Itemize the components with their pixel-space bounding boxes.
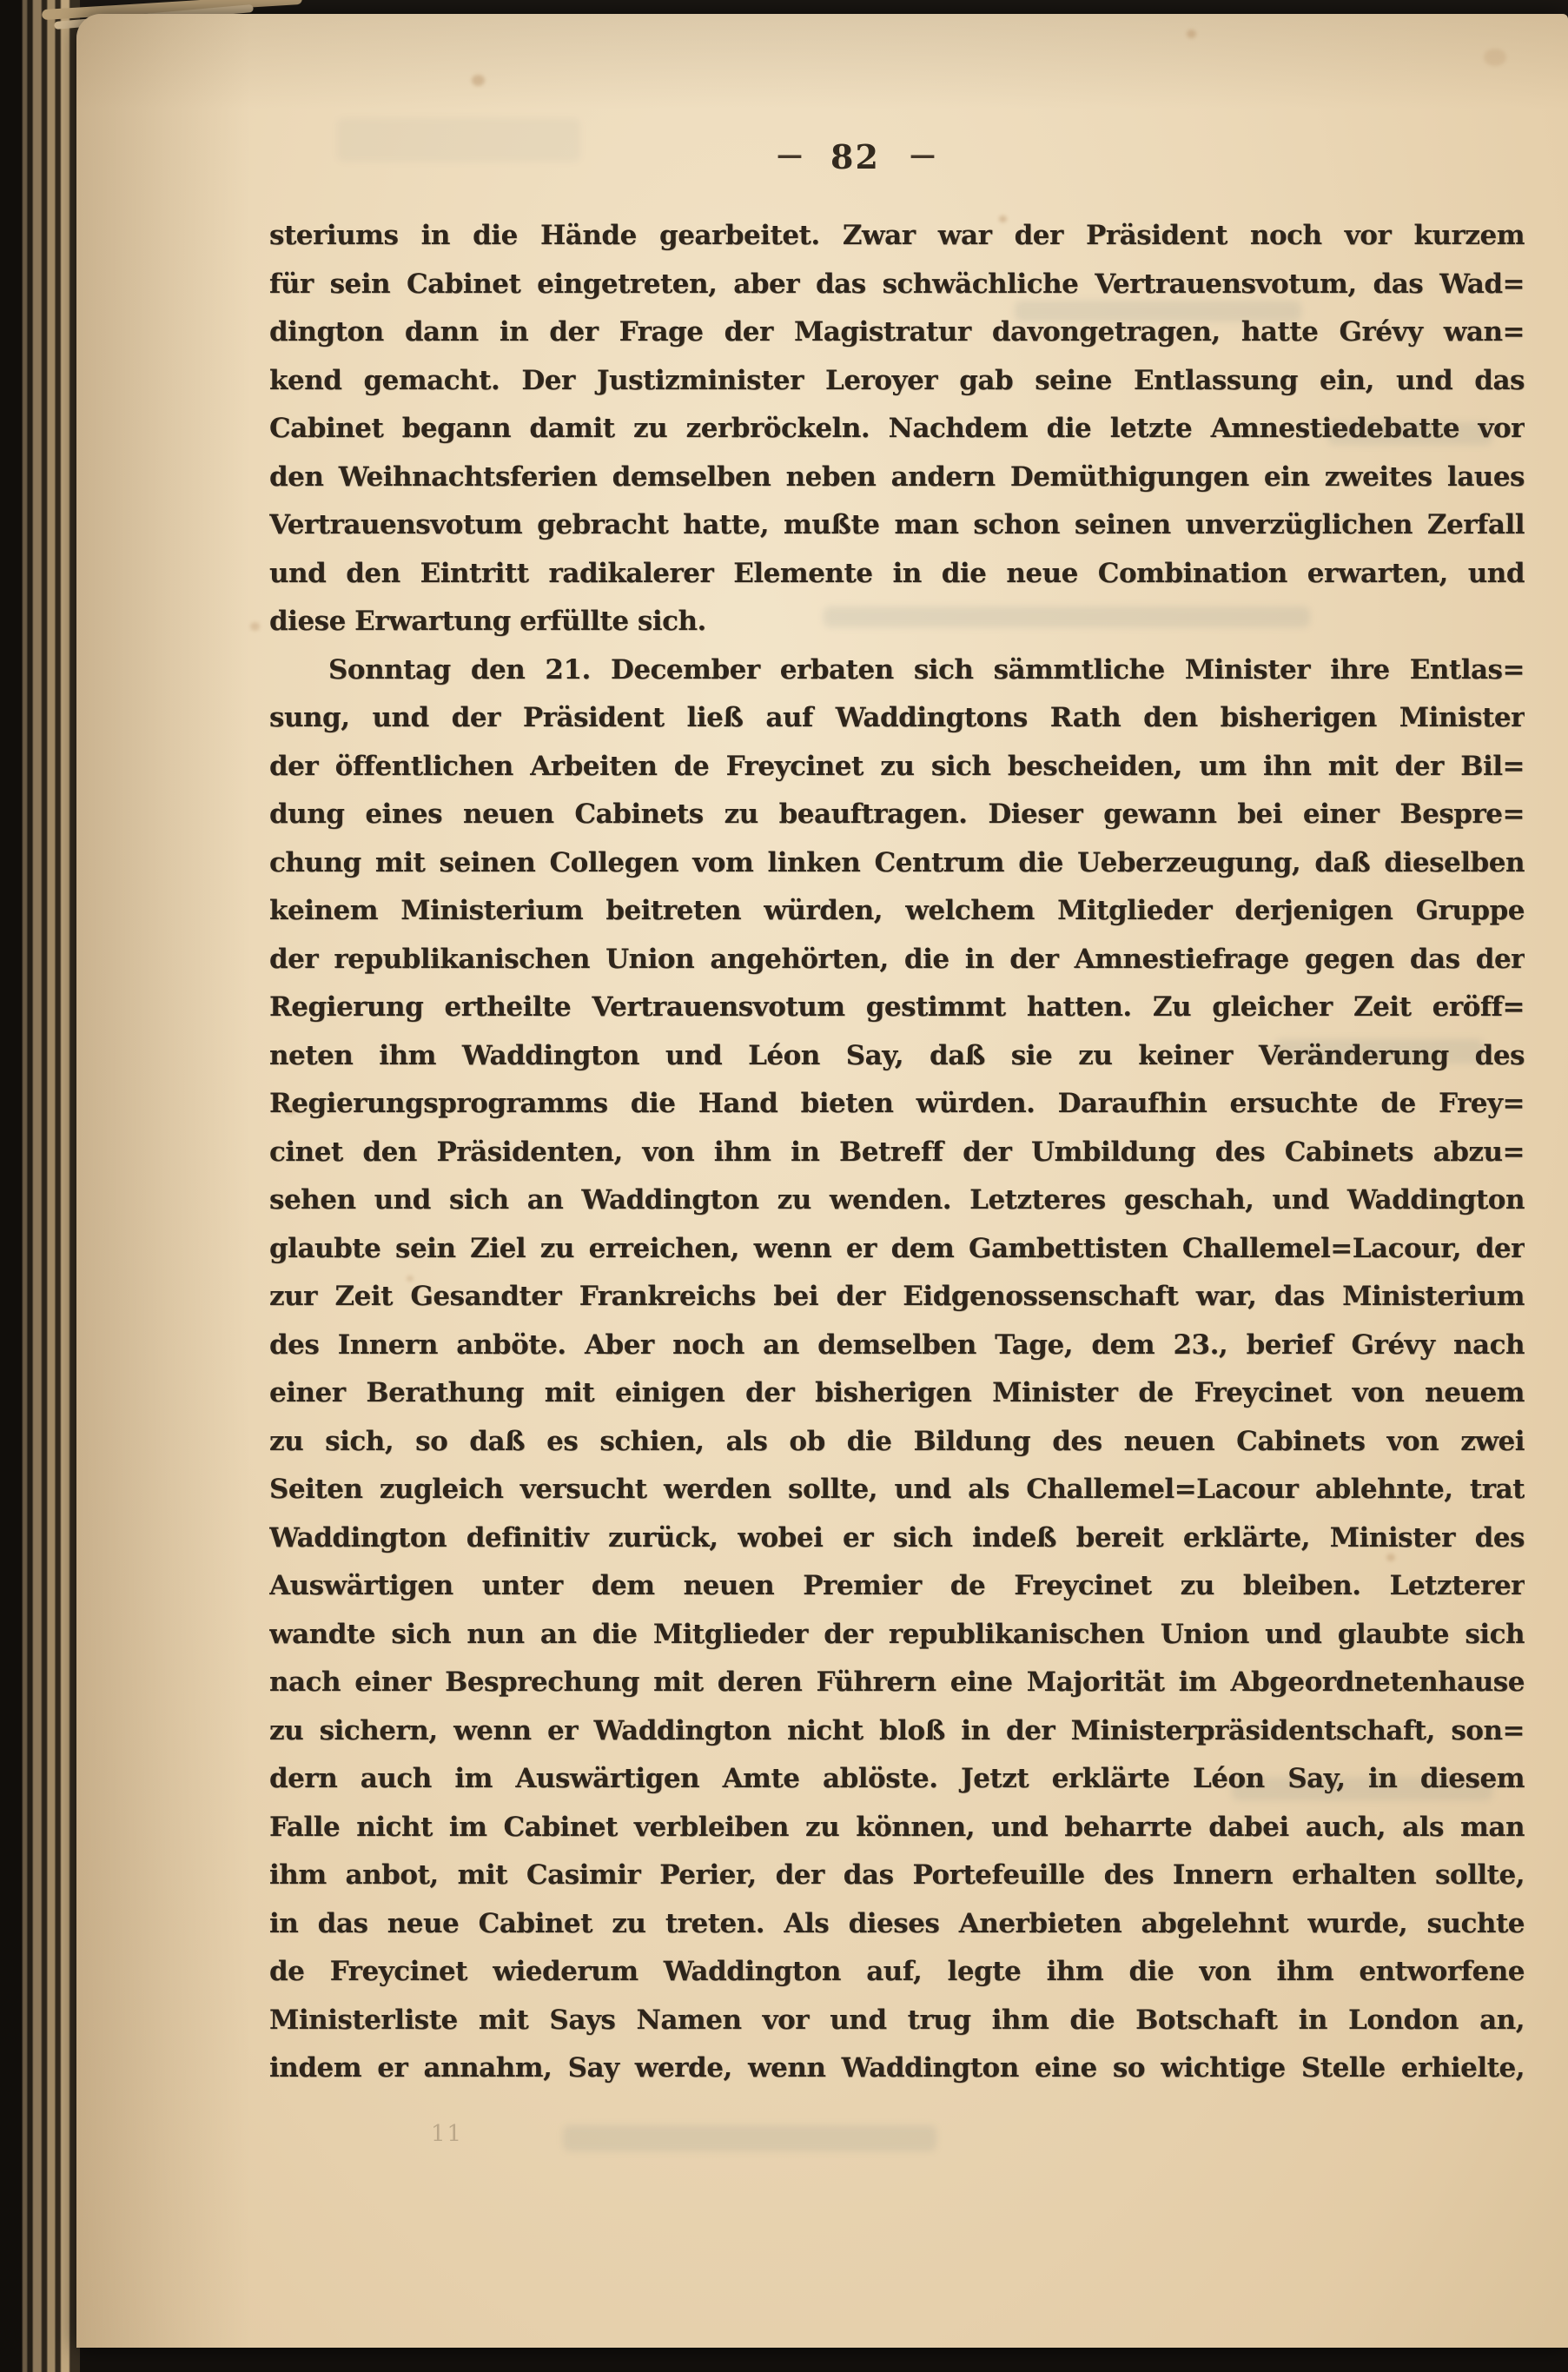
text-line: Sonntag den 21. December erbaten sich sämmtliche Minister ihre Entlas= [328,653,1525,686]
text-line: Falle nicht im Cabinet verbleiben zu können, und beharrte dabei auch, als man [269,1811,1525,1843]
text-line: zur Zeit Gesandter Frankreichs bei der Eidgenossenschaft war, das Ministerium [269,1281,1525,1312]
text-line: für sein Cabinet eingetreten, aber das schwächliche Vertrauensvotum, das Wad= [269,268,1525,300]
text-line: Regierung ertheilte Vertrauensvotum gestimmt hatten. Zu gleicher Zeit eröff= [269,991,1525,1023]
header-dash-right: — [909,140,934,170]
text-line: der öffentlichen Arbeiten de Freycinet zu sich bescheiden, um ihn mit der Bil= [269,750,1525,782]
paragraph [269,212,1525,646]
signature-mark: 11 [431,2121,464,2147]
bleedthrough-smudge [563,2125,936,2151]
page-number: 82 [830,137,880,176]
text-line: wandte sich nun an die Mitglieder der republikanischen Union und glaubte sich [269,1618,1525,1650]
text-line: keinem Ministerium beitreten würden, welchem Mitglieder derjenigen Gruppe [269,895,1525,926]
text-line: zu sich, so daß es schien, als ob die Bildung des neuen Cabinets von zwei [269,1425,1525,1457]
text-line: dern auch im Auswärtigen Amte ablöste. Jetzt erklärte Léon Say, in diesem [269,1763,1525,1794]
text-line: diese Erwartung erfüllte sich. [269,606,706,637]
page-top-shade [76,14,1568,109]
text-line: sehen und sich an Waddington zu wenden. Letzteres geschah, und Waddington [269,1184,1525,1216]
text-line: neten ihm Waddington und Léon Say, daß sie zu keiner Veränderung des [269,1039,1525,1071]
text-line: nach einer Besprechung mit deren Führern eine Majorität im Abgeordnetenhause [269,1666,1525,1698]
text-line: Auswärtigen unter dem neuen Premier de Freycinet zu bleiben. Letzterer [269,1570,1525,1601]
text-line: des Innern anböte. Aber noch an demselben Tage, dem 23., berief Grévy nach [269,1328,1525,1361]
text-line: Ministerliste mit Says Namen vor und trug ihm die Botschaft in London an, [269,2004,1525,2036]
header-dash-left: — [777,140,802,170]
text-line: Seiten zugleich versucht werden sollte, und als Challemel=Lacour ablehnte, trat [269,1474,1525,1505]
text-line: chung mit seinen Collegen vom linken Centrum die Ueberzeugung, daß dieselben [269,846,1525,878]
page-header [228,137,1483,176]
text-line: glaubte sein Ziel zu erreichen, wenn er dem Gambettisten Challemel=Lacour, der [269,1232,1525,1264]
text-line: Waddington definitiv zurück, wobei er sich indeß bereit erklärte, Minister des [269,1521,1525,1554]
text-line: indem er annahm, Say werde, wenn Waddington eine so wichtige Stelle erhielte, [269,2052,1525,2084]
book-page [76,14,1568,2348]
text-line: und den Eintritt radikalerer Elemente in die neue Combination erwarten, und [269,557,1525,589]
text-line: steriums in die Hände gearbeitet. Zwar war der Präsident noch vor kurzem [269,220,1525,251]
page-edge-stack [0,0,80,2372]
foxing-spot [472,75,485,86]
text-line: ihm anbot, mit Casimir Perier, der das Portefeuille des Innern erhalten sollte, [269,1859,1525,1891]
text-line: dington dann in der Frage der Magistratur davongetragen, hatte Grévy wan= [269,316,1525,348]
text-line: dung eines neuen Cabinets zu beauftragen. Dieser gewann bei einer Bespre= [269,798,1525,830]
text-line: kend gemacht. Der Justizminister Leroyer gab seine Entlassung ein, und das [269,364,1525,396]
text-line: einer Berathung mit einigen der bisherigen Minister de Freycinet von neuem [269,1377,1525,1408]
text-line: sung, und der Präsident ließ auf Waddingtons Rath den bisherigen Minister [269,702,1525,733]
text-line: der republikanischen Union angehörten, die in der Amnestiefrage gegen das der [269,943,1525,975]
foxing-spot [250,622,260,631]
page-text [269,212,1525,2093]
foxing-spot [1187,30,1196,38]
text-line: Vertrauensvotum gebracht hatte, mußte man schon seinen unverzüglichen Zerfall [269,509,1525,540]
text-line: in das neue Cabinet zu treten. Als dieses Anerbieten abgelehnt wurde, suchte [269,1907,1525,1939]
text-line: zu sichern, wenn er Waddington nicht bloß in der Ministerpräsidentschaft, son= [269,1714,1525,1746]
paragraph [269,646,1525,2093]
text-line: de Freycinet wiederum Waddington auf, legte ihm die von ihm entworfene [269,1956,1525,1987]
text-line: den Weihnachtsferien demselben neben andern Demüthigungen ein zweites laues [269,460,1525,493]
foxing-spot [1484,49,1506,66]
text-line: Regierungsprogramms die Hand bieten würden. Daraufhin ersuchte de Frey= [269,1088,1525,1119]
text-line: Cabinet begann damit zu zerbröckeln. Nachdem die letzte Amnestiedebatte vor [269,413,1525,444]
text-line: cinet den Präsidenten, von ihm in Betreff der Umbildung des Cabinets abzu= [269,1136,1525,1168]
gutter-shadow [76,14,250,2348]
